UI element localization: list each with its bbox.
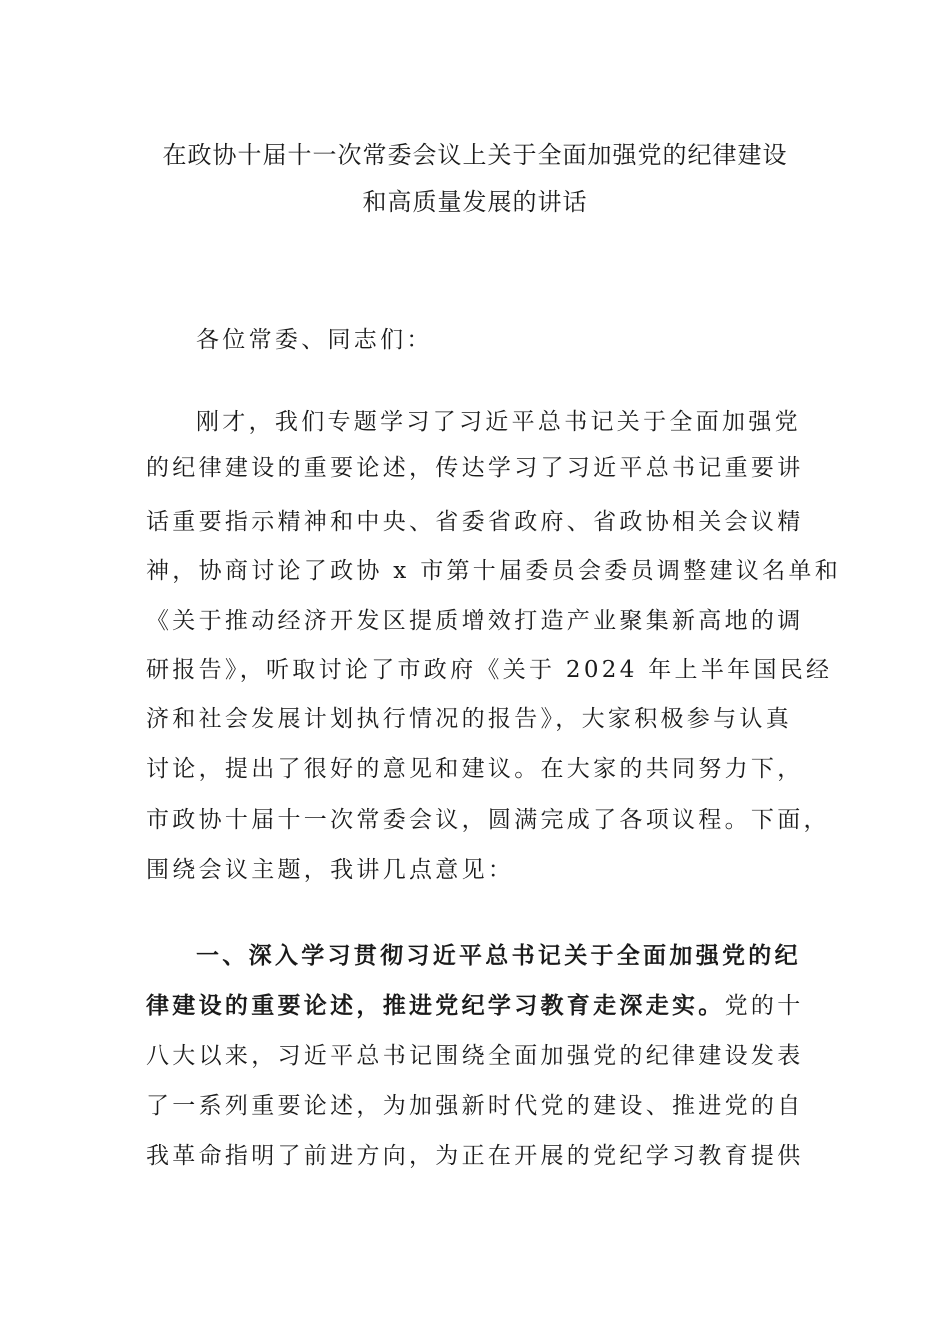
paragraph-1-line: 讨论，提出了很好的意见和建议。在大家的共同努力下， <box>146 756 804 782</box>
document-title-line-2: 和高质量发展的讲话 <box>362 188 588 216</box>
paragraph-1-line: 刚才，我们专题学习了习近平总书记关于全面加强党 <box>196 409 801 435</box>
section-1-line-2 <box>146 982 804 1030</box>
section-1-body-line: 我革命指明了前进方向，为正在开展的党纪学习教育提供 <box>146 1143 804 1169</box>
paragraph-1-line: 《关于推动经济开发区提质增效打造产业聚集新高地的调 <box>146 608 804 634</box>
paragraph-1-line: 研报告》，听取讨论了市政府《关于 2024 年上半年国民经 <box>146 657 833 683</box>
paragraph-1-line: 的纪律建设的重要论述，传达学习了习近平总书记重要讲 <box>146 455 804 481</box>
paragraph-1-line: 围绕会议主题，我讲几点意见： <box>146 857 515 883</box>
section-1-body-line: 八大以来，习近平总书记围绕全面加强党的纪律建设发表 <box>146 1043 804 1069</box>
section-1-body-start: 党的十 <box>724 993 804 1019</box>
document-title-line-1: 在政协十届十一次常委会议上关于全面加强党的纪律建设 <box>162 141 788 169</box>
paragraph-1-line: 话重要指示精神和中央、省委省政府、省政协相关会议精 <box>146 509 804 535</box>
paragraph-1-line: 神，协商讨论了政协 x 市第十届委员会委员调整建议名单和 <box>146 558 841 584</box>
section-1-body-line: 了一系列重要论述，为加强新时代党的建设、推进党的自 <box>146 1093 804 1119</box>
paragraph-1-line: 济和社会发展计划执行情况的报告》，大家积极参与认真 <box>146 706 792 732</box>
section-1-heading-line-1: 一、深入学习贯彻习近平总书记关于全面加强党的纪 <box>196 942 801 969</box>
section-1-heading-line-2: 律建设的重要论述，推进党纪学习教育走深走实。 <box>146 992 725 1019</box>
paragraph-1-line: 市政协十届十一次常委会议，圆满完成了各项议程。下面， <box>146 807 830 833</box>
salutation: 各位常委、同志们： <box>196 327 433 353</box>
